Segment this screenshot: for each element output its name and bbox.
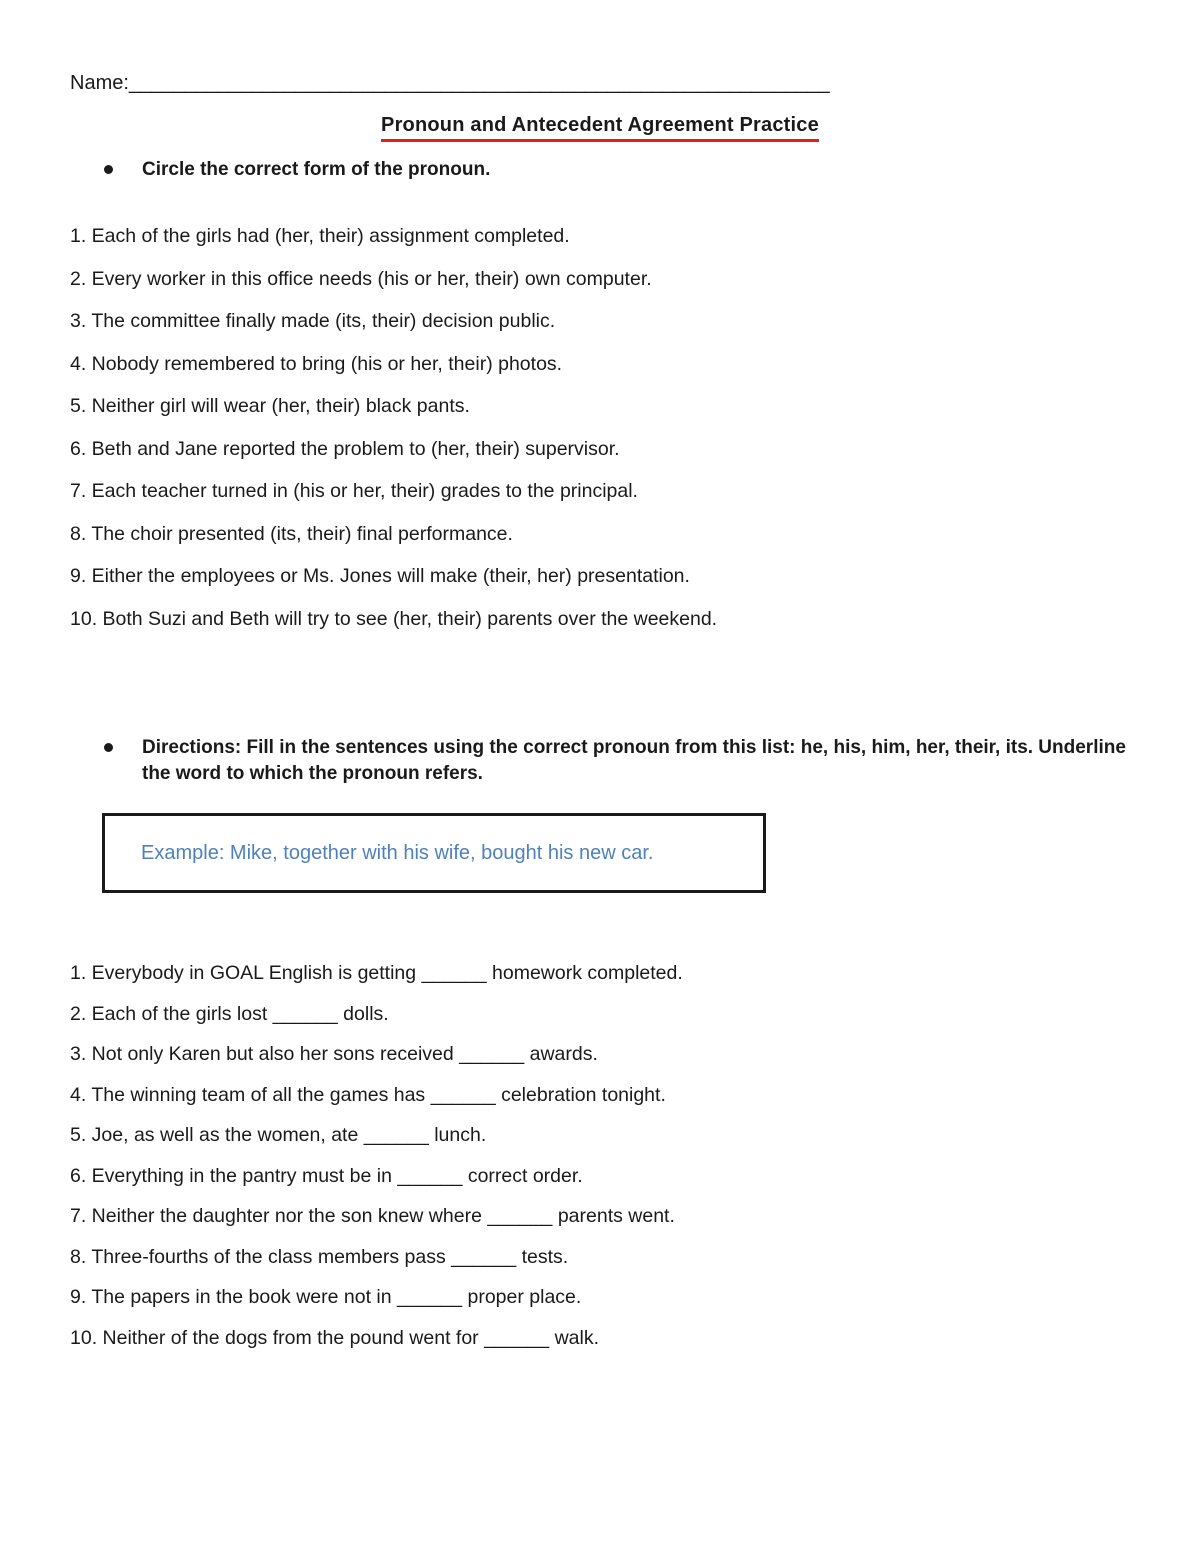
section2-instruction xyxy=(104,735,1132,787)
list-item: 7. Each teacher turned in (his or her, their) grades to the principal. xyxy=(70,480,638,502)
list-item: 9. Either the employees or Ms. Jones will make (their, her) presentation. xyxy=(70,565,690,587)
list-item: 8. The choir presented (its, their) final performance. xyxy=(70,522,513,545)
list-item: 7. Neither the daughter nor the son knew where ______ parents went. xyxy=(70,1205,675,1227)
name-field-label: Name:_______________________________________________________________ xyxy=(70,72,830,94)
list-item: 8. Three-fourths of the class members pass ______ tests. xyxy=(70,1245,569,1268)
title-container xyxy=(0,114,1200,140)
section1-list xyxy=(70,225,717,650)
list-item: 10. Both Suzi and Beth will try to see (her, their) parents over the weekend. xyxy=(70,607,718,630)
list-item: 5. Neither girl will wear (her, their) black pants. xyxy=(70,395,470,417)
list-item: 1. Everybody in GOAL English is getting ______ homework completed. xyxy=(70,962,683,984)
section1-instruction-text: Circle the correct form of the pronoun. xyxy=(142,159,491,180)
list-item: 1. Each of the girls had (her, their) assignment completed. xyxy=(70,225,570,247)
section2-list xyxy=(70,962,683,1367)
list-item: 2. Every worker in this office needs (his or her, their) own computer. xyxy=(70,267,652,290)
list-item: 6. Beth and Jane reported the problem to (her, their) supervisor. xyxy=(70,437,620,460)
section2-instruction-text: Directions: Fill in the sentences using the correct pronoun from this list: he, his, him, her, their, its. Underline the word to which the pronoun refers. xyxy=(142,737,1126,784)
bullet-icon xyxy=(104,743,113,752)
list-item: 10. Neither of the dogs from the pound went for ______ walk. xyxy=(70,1326,599,1349)
bullet-icon xyxy=(104,165,113,174)
list-item: 3. Not only Karen but also her sons received ______ awards. xyxy=(70,1043,598,1065)
example-box xyxy=(102,813,766,893)
section1-instruction xyxy=(104,157,1132,183)
list-item: 2. Each of the girls lost ______ dolls. xyxy=(70,1002,389,1025)
list-item: 4. The winning team of all the games has ______ celebration tonight. xyxy=(70,1083,666,1106)
list-item: 3. The committee finally made (its, their) decision public. xyxy=(70,310,556,332)
list-item: 5. Joe, as well as the women, ate ______ lunch. xyxy=(70,1124,487,1146)
list-item: 4. Nobody remembered to bring (his or her, their) photos. xyxy=(70,352,563,375)
example-text: Example: Mike, together with his wife, bought his new car. xyxy=(141,842,654,864)
list-item: 6. Everything in the pantry must be in ______ correct order. xyxy=(70,1164,583,1187)
worksheet-title: Pronoun and Antecedent Agreement Practice xyxy=(381,114,819,140)
list-item: 9. The papers in the book were not in ______ proper place. xyxy=(70,1286,582,1308)
